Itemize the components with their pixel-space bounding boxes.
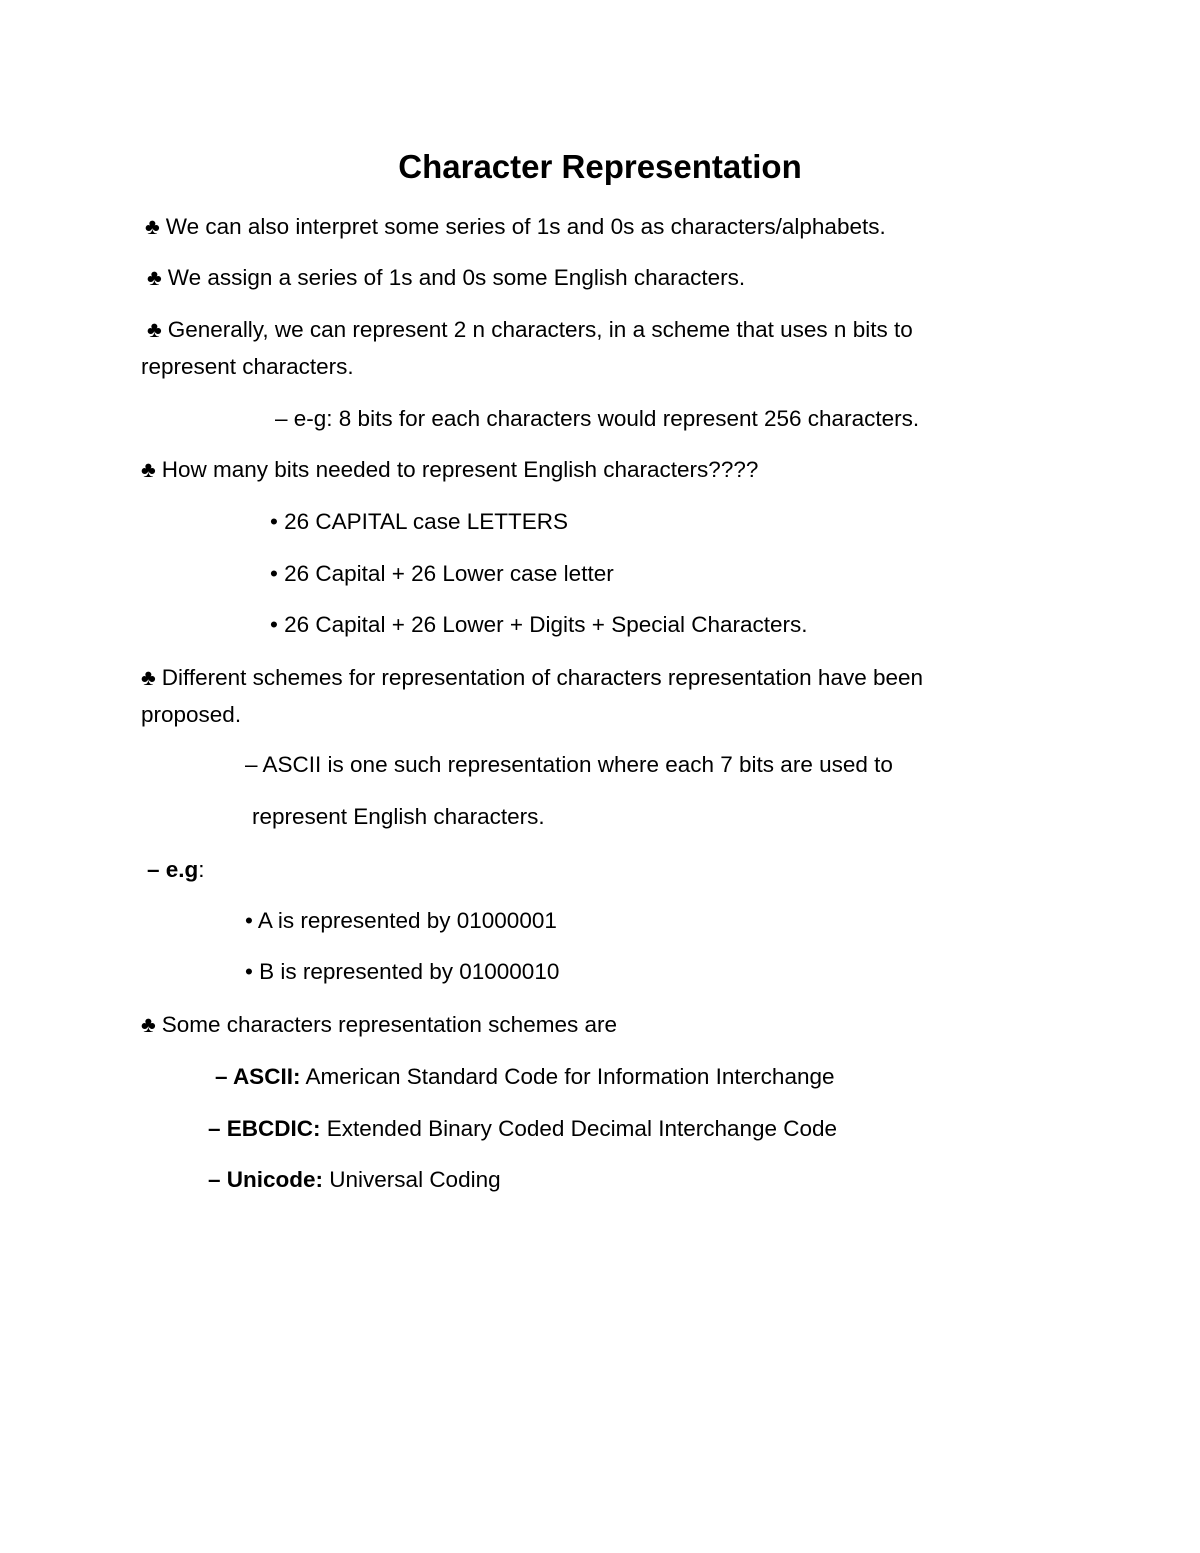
club-bullet-icon: ♣ <box>141 1012 156 1037</box>
sub-item: • 26 Capital + 26 Lower + Digits + Special Characters. <box>270 612 808 637</box>
scheme-ebcdic <box>208 1114 837 1144</box>
scheme-dash: – <box>215 1064 233 1089</box>
scheme-dash: – <box>208 1116 227 1141</box>
bullet-point-5 <box>141 663 923 693</box>
scheme-description: American Standard Code for Information Interchange <box>300 1064 835 1089</box>
bullet-point-3-continuation: represent characters. <box>141 354 354 379</box>
page-title: Character Representation <box>398 148 802 185</box>
sub-item: • 26 Capital + 26 Lower case letter <box>270 561 614 586</box>
sub-item: • 26 CAPITAL case LETTERS <box>270 509 568 534</box>
point-text: Generally, we can represent 2 n characters, in a scheme that uses n bits to <box>167 317 913 342</box>
bullet-point-6 <box>141 1010 617 1040</box>
point-text: Some characters representation schemes are <box>161 1012 617 1037</box>
point-text: We can also interpret some series of 1s and 0s as characters/alphabets. <box>165 214 886 239</box>
eg-label <box>147 855 205 885</box>
eg-label-text: – e.g <box>147 857 199 882</box>
club-bullet-icon: ♣ <box>147 317 162 342</box>
bullet-point-5-continuation: proposed. <box>141 702 242 727</box>
scheme-dash: – <box>208 1167 227 1192</box>
point-text: Different schemes for representation of characters representation have been <box>161 665 924 690</box>
example-line: – e-g: 8 bits for each characters would represent 256 characters. <box>275 406 920 431</box>
scheme-unicode <box>208 1165 501 1195</box>
club-bullet-icon: ♣ <box>145 214 160 239</box>
ascii-description-line: – ASCII is one such representation where each 7 bits are used to <box>245 752 893 777</box>
ascii-description-continuation: represent English characters. <box>252 804 545 829</box>
bullet-point-1 <box>145 212 886 242</box>
bullet-point-2 <box>147 263 745 293</box>
scheme-description: Extended Binary Coded Decimal Interchange Code <box>320 1116 838 1141</box>
scheme-description: Universal Coding <box>323 1167 501 1192</box>
club-bullet-icon: ♣ <box>141 665 156 690</box>
bullet-point-3 <box>147 315 913 345</box>
eg-item: • B is represented by 01000010 <box>245 959 560 984</box>
eg-colon: : <box>198 857 205 882</box>
club-bullet-icon: ♣ <box>147 265 162 290</box>
scheme-ascii <box>215 1062 835 1092</box>
scheme-name: ASCII: <box>232 1064 301 1089</box>
point-text: How many bits needed to represent English characters???? <box>161 457 759 482</box>
scheme-name: EBCDIC: <box>226 1116 321 1141</box>
club-bullet-icon: ♣ <box>141 457 156 482</box>
eg-item: • A is represented by 01000001 <box>245 908 557 933</box>
scheme-name: Unicode: <box>226 1167 324 1192</box>
point-text: We assign a series of 1s and 0s some English characters. <box>167 265 746 290</box>
bullet-point-4 <box>141 455 758 485</box>
